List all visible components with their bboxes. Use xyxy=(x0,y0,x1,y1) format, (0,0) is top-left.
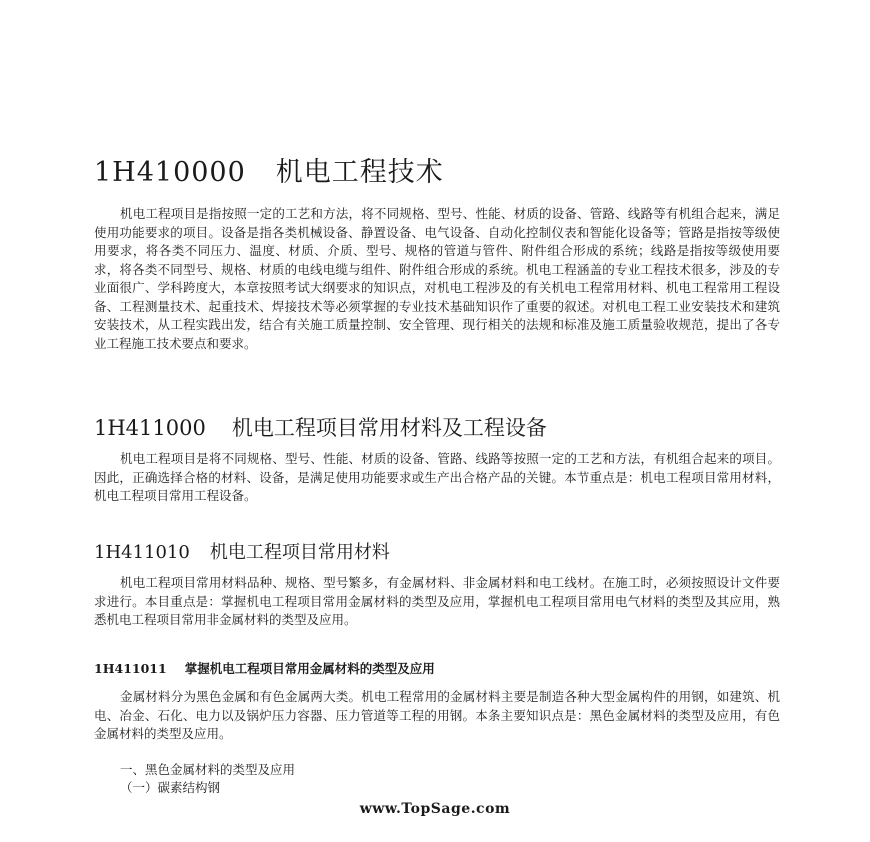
footer-url: www.TopSage.com xyxy=(359,801,511,817)
chapter-heading xyxy=(94,150,444,189)
section-title: 机电工程项目常用材料及工程设备 xyxy=(231,416,547,440)
section-paragraph: 机电工程项目是将不同规格、型号、性能、材质的设备、管路、线路等按照一定的工艺和方法，有机组合起来的项目。因此，正确选择合格的材料、设备，是满足使用功能要求或生产出合格产品的关键。本节重点是：机电工程项目常用材料，机电工程项目常用工程设备。 xyxy=(94,451,780,503)
subsection-heading xyxy=(94,538,390,564)
section-code: 1H411000 xyxy=(94,416,206,440)
subsection-code: 1H411010 xyxy=(94,542,190,563)
metals-paragraph: 金属材料分为黑色金属和有色金属两大类。机电工程常用的金属材料主要是制造各种大型金属构件的用钢，如建筑、机电、冶金、石化、电力以及锅炉压力容器、压力管道等工程的用钢。本条主要知识点是：黑色金属材料的类型及应用，有色金属材料的类型及应用。 xyxy=(94,689,780,741)
item-heading xyxy=(94,659,435,677)
subsection-title: 机电工程项目常用材料 xyxy=(209,542,390,563)
item-code: 1H411011 xyxy=(94,661,167,676)
chapter-title: 机电工程技术 xyxy=(275,157,444,188)
subheading-carbon-steel: （一）碳素结构钢 xyxy=(120,780,221,795)
subheading-ferrous-metals: 一、黑色金属材料的类型及应用 xyxy=(120,762,296,777)
item-title: 掌握机电工程项目常用金属材料的类型及应用 xyxy=(184,661,435,676)
intro-paragraph: 机电工程项目是指按照一定的工艺和方法，将不同规格、型号、性能、材质的设备、管路、线路等有机组合起来，满足使用功能要求的项目。设备是指各类机械设备、静置设备、电气设备、自动化控制仪表和智能化设备等；管路是指按等级使用要求，将各类不同压力、温度、材质、介质、型号、规格的管道与管件、附件组合形成的系统；线路是指按等级使用要求，将各类不同型号、规格、材质的电线电缆与组件、附件组合形成的系统。机电工程涵盖的专业工程技术很多，涉及的专业面很广、学科跨度大，本章按照考试大纲要求的知识点，对机电工程涉及的有关机电工程常用材料、机电工程常用工程设备、工程测量技术、起重技术、焊接技术等必须掌握的专业技术基础知识作了重要的叙述。对机电工程工业安装技术和建筑安装技术，从工程实践出发，结合有关施工质量控制、安全管理、现行相关的法规和标准及施工质量验收规范，提出了各专业工程施工技术要点和要求。 xyxy=(94,206,780,351)
chapter-code: 1H410000 xyxy=(94,157,246,188)
materials-paragraph: 机电工程项目常用材料品种、规格、型号繁多，有金属材料、非金属材料和电工线材。在施工时，必须按照设计文件要求进行。本目重点是：掌握机电工程项目常用金属材料的类型及应用，掌握机电工程项目常用电气材料的类型及其应用，熟悉机电工程项目常用非金属材料的类型及应用。 xyxy=(94,575,780,627)
section-heading xyxy=(94,412,547,442)
